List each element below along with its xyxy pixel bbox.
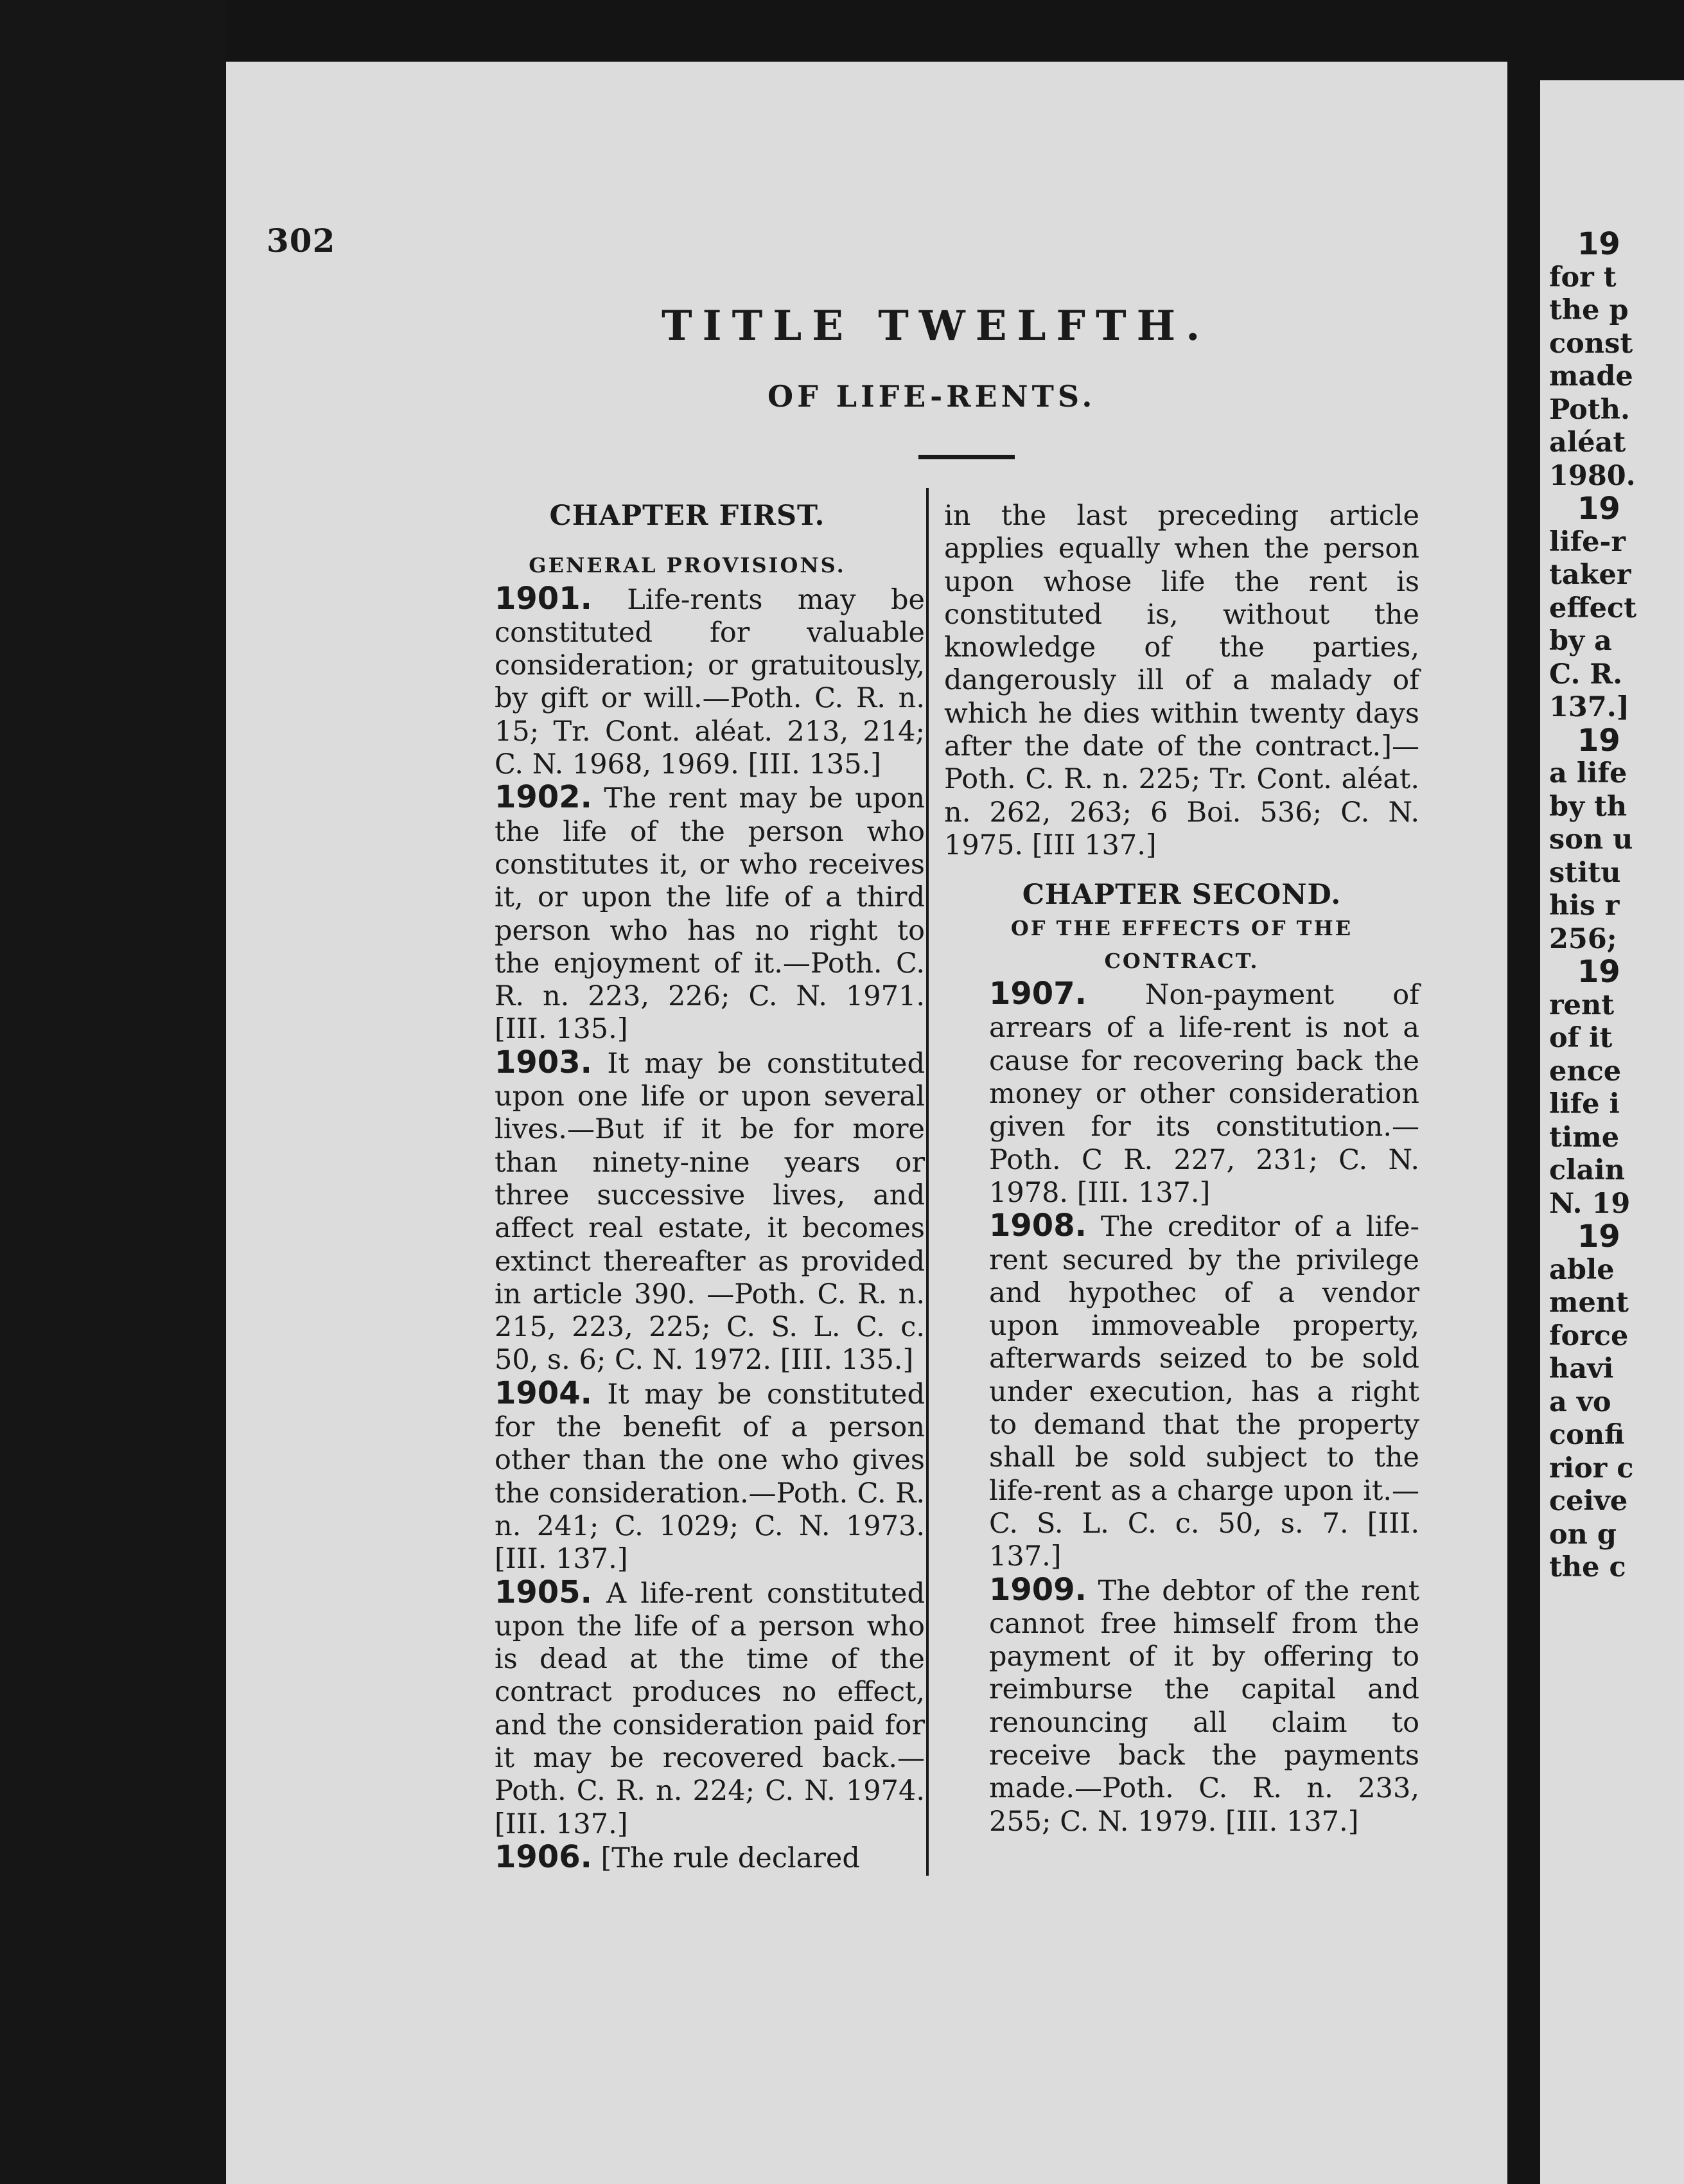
adjacent-page-fragment: 19 xyxy=(1577,722,1620,759)
adjacent-page-fragment: const xyxy=(1549,327,1633,360)
section-heading: GENERAL PROVISIONS. xyxy=(529,553,846,578)
article xyxy=(944,978,1419,1210)
scan-border xyxy=(0,0,225,2184)
article xyxy=(450,781,925,1046)
page-number: 302 xyxy=(267,222,336,260)
article xyxy=(450,1838,925,1875)
article xyxy=(450,1046,925,1377)
article-text: The rent may be upon the life of the person who constitutes it, or who receives it, or upon the life of a third person who has no right to the enjoyment of it.—Poth. C. R. n. 223, 226; C. N. 1971. [III. 135.] xyxy=(495,782,925,1046)
adjacent-page-fragment: able xyxy=(1549,1253,1615,1286)
right-column xyxy=(944,500,1419,1838)
article-number: 1907. xyxy=(989,976,1087,1012)
spacer xyxy=(450,533,925,549)
adjacent-page-fragment: N. 19 xyxy=(1549,1187,1631,1220)
adjacent-page-fragment: 19 xyxy=(1577,954,1620,990)
article-text: It may be constituted for the benefit of a person other than the one who gives the consideration.—Poth. C. R. n. 241; C. 1029; C. N. 1973. [III. 137.] xyxy=(495,1378,925,1576)
adjacent-page-fragment: life-r xyxy=(1549,525,1626,558)
adjacent-page-fragment: by a xyxy=(1549,625,1612,657)
adjacent-page-fragment: rent xyxy=(1549,989,1615,1021)
adjacent-page-fragment: effect xyxy=(1549,592,1637,624)
article-number: 1901. xyxy=(495,580,592,617)
adjacent-page-fragment: 137.] xyxy=(1549,691,1630,723)
adjacent-page-fragment: 1980. xyxy=(1549,459,1636,492)
article-text: Non-payment of arrears of a life-rent is not a cause for recovering back the money or other consideration given for its constitution.—Poth. C R. 227, 231; C. N. 1978. [III. 137.] xyxy=(989,979,1419,1209)
adjacent-page-fragment: taker xyxy=(1549,559,1631,591)
spacer xyxy=(944,862,1419,879)
adjacent-page-fragment: on g xyxy=(1549,1518,1617,1551)
adjacent-page-fragment: ence xyxy=(1549,1055,1622,1088)
adjacent-page-fragment: stitu xyxy=(1549,856,1621,889)
adjacent-page-fragment: time xyxy=(1549,1121,1620,1154)
adjacent-page-fragment: C. R. xyxy=(1549,658,1623,691)
article-number: 1909. xyxy=(989,1571,1087,1608)
adjacent-page-fragment: rior c xyxy=(1549,1452,1634,1484)
adjacent-page-fragment: 256; xyxy=(1549,922,1617,955)
adjacent-page-fragment: Poth. xyxy=(1549,393,1630,426)
article xyxy=(450,580,925,782)
adjacent-page-fragment: 19 xyxy=(1577,491,1620,527)
left-column xyxy=(450,500,925,1875)
adjacent-page-fragment: 19 xyxy=(1577,226,1620,262)
title-heading: TITLE TWELFTH. xyxy=(662,302,1211,350)
adjacent-page-fragment: by th xyxy=(1549,790,1627,823)
adjacent-page-fragment: the p xyxy=(1549,294,1629,326)
adjacent-page-fragment: force xyxy=(1549,1319,1629,1352)
adjacent-page-fragment: the c xyxy=(1549,1551,1626,1583)
article-number: 1908. xyxy=(989,1208,1087,1244)
adjacent-page xyxy=(1540,80,1684,2184)
adjacent-page-fragment: confi xyxy=(1549,1419,1625,1451)
adjacent-page-fragment: ceive xyxy=(1549,1485,1628,1517)
adjacent-page-fragment: aléat xyxy=(1549,427,1626,459)
article xyxy=(944,1210,1419,1573)
adjacent-page-fragment: clain xyxy=(1549,1154,1625,1186)
article-number: 1904. xyxy=(495,1375,592,1411)
article-text: Life-rents may be constituted for valuable consideration; or gratuitously, by gift or will.—Poth. C. R. n. 15; Tr. Cont. aléat. 213, 214; C. N. 1968, 1969. [III. 135.] xyxy=(495,583,925,781)
article xyxy=(450,1377,925,1576)
article-number: 1902. xyxy=(495,779,592,816)
article-number: 1906. xyxy=(495,1838,592,1875)
adjacent-page-fragment: a life xyxy=(1549,757,1627,789)
adjacent-page-fragment: of it xyxy=(1549,1022,1613,1054)
adjacent-page-fragment: life i xyxy=(1549,1088,1620,1120)
article-text: [The rule declared xyxy=(592,1842,860,1874)
article-continuation: in the last preceding article applies equally when the person upon whose life the rent is constituted is, without the knowledge of the parties, dangerously ill of a malady of which he dies within twenty days after the date of the contract.]—Poth. C. R. n. 225; Tr. Cont. aléat. n. 262, 263; 6 Boi. 536; C. N. 1975. [III 137.] xyxy=(944,500,1419,861)
article-text: It may be constituted upon one life or upon several lives.—But if it be for more than ninety-nine years or three successive lives, and affect real estate, it becomes extinct thereafter as provided in article 390. —Poth. C. R. n. 215, 223, 225; C. S. L. C. c. 50, s. 6; C. N. 1972. [III. 135.] xyxy=(495,1047,925,1377)
adjacent-page-fragment: ment xyxy=(1549,1287,1629,1319)
article-text: A life-rent constituted upon the life of a person who is dead at the time of the contract produces no effect, and the consideration paid for it may be recovered back.—Poth. C. R. n. 224; C. N. 1974. [III. 137.] xyxy=(495,1577,925,1840)
article xyxy=(450,1576,925,1841)
adjacent-page-fragment: made xyxy=(1549,360,1633,392)
title-rule xyxy=(918,455,1015,459)
adjacent-page-fragment: son u xyxy=(1549,823,1633,856)
adjacent-page-fragment: havi xyxy=(1549,1353,1614,1385)
article-number: 1903. xyxy=(495,1044,592,1080)
column-divider xyxy=(926,488,929,1876)
article-number: 1905. xyxy=(495,1574,592,1610)
adjacent-page-fragment: 19 xyxy=(1577,1219,1620,1255)
article-text: The creditor of a life-rent secured by the privilege and hypothec of a vendor upon immoveable property, afterwards seized to be sold under execution, has a right to demand that the property shall be sold subject to the life-rent as a charge upon it.—C. S. L. C. c. 50, s. 7. [III. 137.] xyxy=(989,1211,1419,1573)
subtitle-heading: OF LIFE-RENTS. xyxy=(767,379,1096,414)
adjacent-page-fragment: a vo xyxy=(1549,1386,1611,1418)
adjacent-page-fragment: his r xyxy=(1549,890,1620,922)
article xyxy=(944,1571,1419,1838)
section-heading: OF THE EFFECTS OF THE CONTRACT. xyxy=(1010,915,1353,973)
article-text: The debtor of the rent cannot free himself from the payment of it by offering to reimburse the capital and renouncing all claim to receive back the payments made.—Poth. C. R. n. 233, 255; C. N. 1979. [III. 137.] xyxy=(989,1574,1419,1838)
chapter-heading: CHAPTER SECOND. xyxy=(1022,879,1342,911)
chapter-heading: CHAPTER FIRST. xyxy=(549,500,825,532)
adjacent-page-fragment: for t xyxy=(1549,261,1617,294)
